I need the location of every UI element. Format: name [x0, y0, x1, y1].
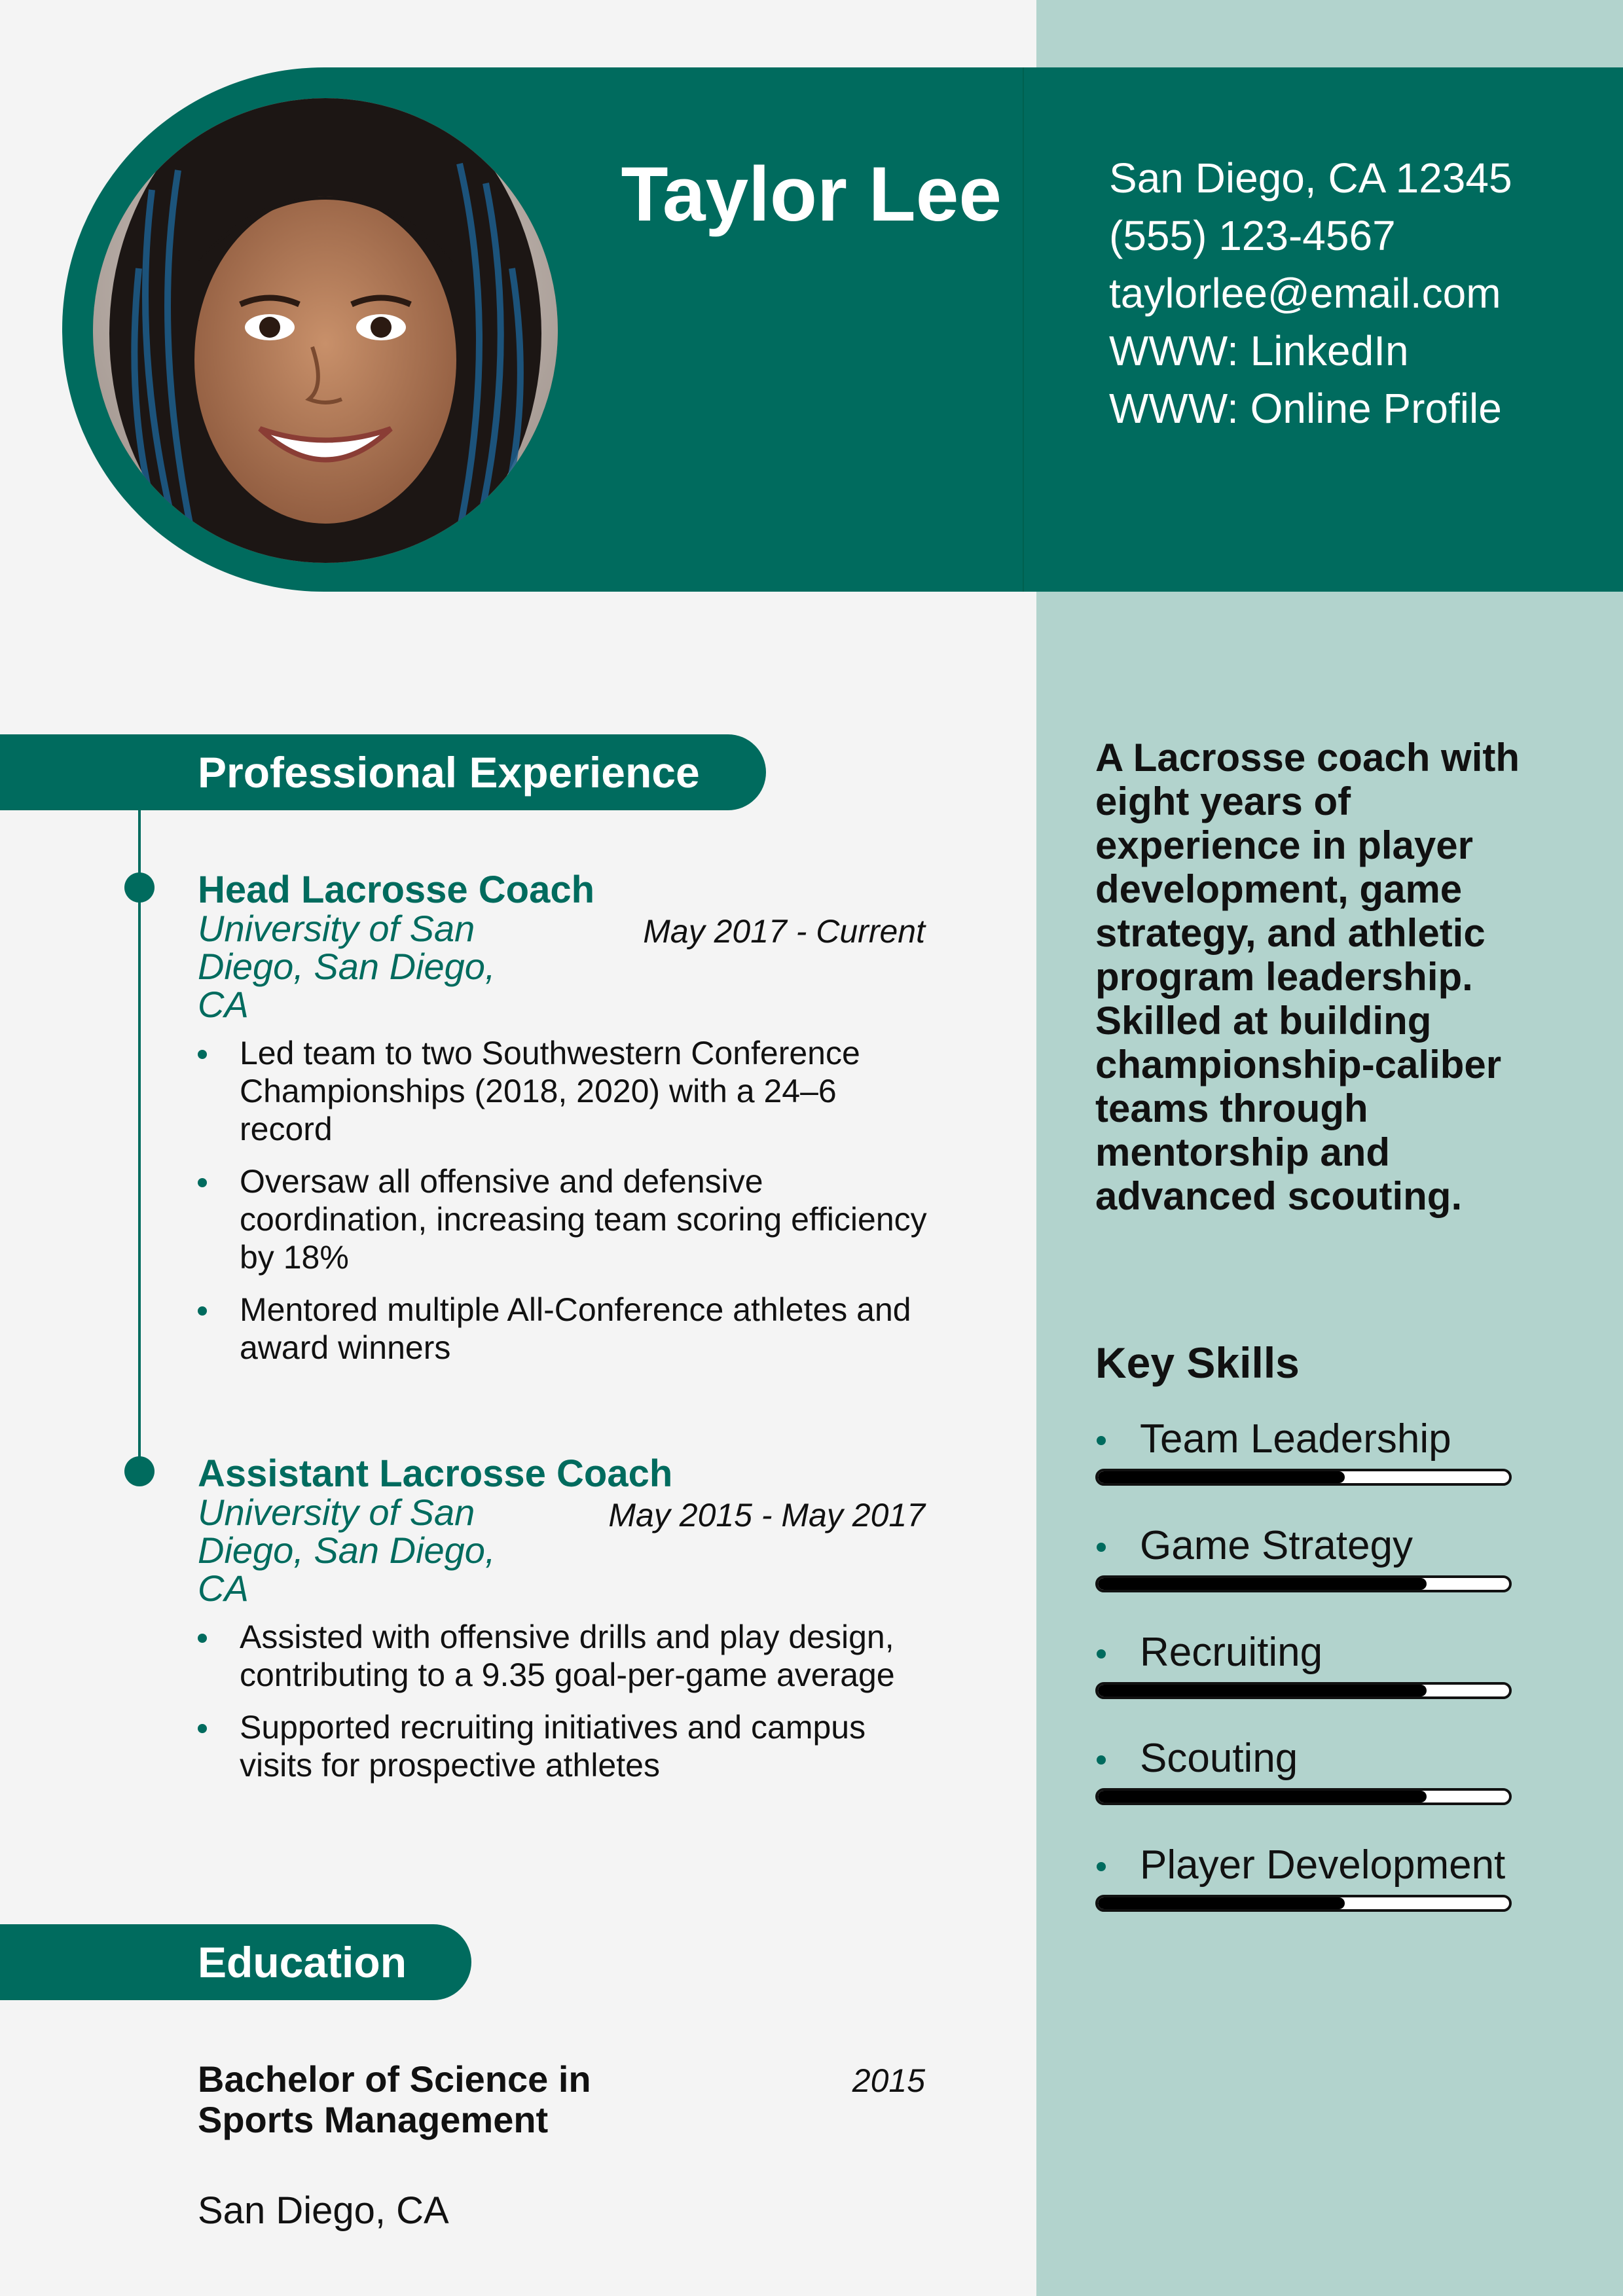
contact-linkedin-link[interactable]: WWW: LinkedIn [1109, 327, 1409, 374]
timeline-dot [124, 1456, 155, 1486]
professional-summary: A Lacrosse coach with eight years of experience in player development, game strategy, and athletic program leadership. Skilled at building championship-caliber teams through mentorship and advanced scouting. [1095, 736, 1520, 1218]
skill-item [1095, 1630, 1514, 1699]
job-title: Head Lacrosse Coach [198, 869, 595, 911]
experience-heading: Professional Experience [0, 734, 766, 810]
skill-item [1095, 1842, 1514, 1912]
skill-item [1095, 1523, 1514, 1592]
skill-label: Player Development [1095, 1842, 1514, 1888]
skill-label: Game Strategy [1095, 1523, 1514, 1569]
degree-name: Bachelor of Science in Sports Management [198, 2058, 591, 2140]
education-year: 2015 [852, 2062, 925, 2099]
contact-info [1109, 149, 1607, 437]
job-title: Assistant Lacrosse Coach [198, 1452, 673, 1495]
list-item: Assisted with offensive drills and play design, contributing to a 9.35 goal-per-game average [198, 1618, 938, 1694]
education-location: San Diego, CA [198, 2189, 449, 2232]
contact-address: San Diego, CA 12345 [1109, 154, 1512, 202]
skill-label: Recruiting [1095, 1630, 1514, 1676]
candidate-name: Taylor Lee [621, 151, 1002, 238]
job-dates: May 2017 - Current [643, 913, 925, 950]
contact-profile-link[interactable]: WWW: Online Profile [1109, 385, 1502, 432]
timeline-line [138, 808, 141, 1462]
list-item: Supported recruiting initiatives and campus visits for prospective athletes [198, 1708, 938, 1784]
timeline-dot [124, 872, 155, 903]
skill-level-fill [1098, 1791, 1427, 1803]
skill-item [1095, 1736, 1514, 1805]
job-bullets [198, 1034, 938, 1381]
skill-level-bar [1095, 1682, 1512, 1699]
skill-level-fill [1098, 1897, 1345, 1909]
list-item: Oversaw all offensive and defensive coordination, increasing team scoring efficiency by 18% [198, 1162, 938, 1276]
skill-level-bar [1095, 1895, 1512, 1912]
skill-level-fill [1098, 1471, 1345, 1483]
skill-level-bar [1095, 1575, 1512, 1592]
education-heading: Education [0, 1924, 471, 2000]
header-divider [1023, 67, 1024, 592]
job-dates: May 2015 - May 2017 [608, 1497, 925, 1534]
list-item: Mentored multiple All-Conference athletes and award winners [198, 1291, 938, 1367]
skills-heading: Key Skills [1095, 1338, 1300, 1387]
list-item: Led team to two Southwestern Conference Championships (2018, 2020) with a 24–6 record [198, 1034, 938, 1148]
profile-photo [93, 98, 558, 563]
skill-label: Scouting [1095, 1736, 1514, 1782]
skill-item [1095, 1416, 1514, 1486]
skill-label: Team Leadership [1095, 1416, 1514, 1462]
job-employer: University of San Diego, San Diego, CA [198, 908, 496, 1025]
skill-level-bar [1095, 1788, 1512, 1805]
skill-level-fill [1098, 1578, 1427, 1590]
job-employer: University of San Diego, San Diego, CA [198, 1492, 496, 1609]
profile-photo-image [93, 98, 558, 563]
contact-email[interactable]: taylorlee@email.com [1109, 270, 1501, 317]
skill-level-bar [1095, 1469, 1512, 1486]
job-bullets [198, 1618, 938, 1799]
skill-level-fill [1098, 1685, 1427, 1696]
contact-phone[interactable]: (555) 123-4567 [1109, 212, 1396, 259]
